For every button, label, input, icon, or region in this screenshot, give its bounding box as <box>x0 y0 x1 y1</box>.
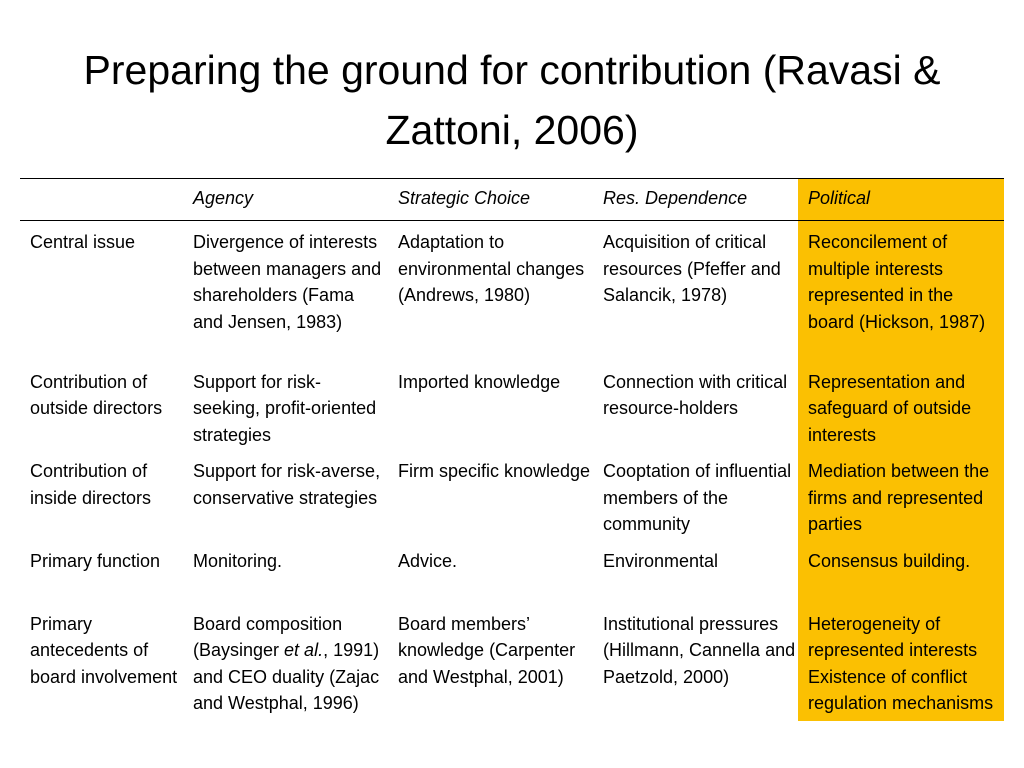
cell-strategic-choice: Adaptation to environmental changes (Andrews, 1980) <box>398 232 585 305</box>
row-label: Central issue <box>30 232 136 252</box>
header-resource-dependence: Res. Dependence <box>593 179 798 221</box>
cell-strategic-choice: Board members’ knowledge (Carpenter and Westphal, 2001) <box>398 613 576 687</box>
cell-agency: Support for risk-averse, conservative strategies <box>193 461 381 508</box>
theory-comparison-table <box>20 178 1004 721</box>
cell-resource-dependence: Environmental <box>603 550 719 571</box>
header-political: Political <box>798 179 1004 221</box>
header-empty-cell <box>20 179 183 221</box>
cell-agency: Monitoring. <box>193 550 283 571</box>
cell-political: Reconcilement of multiple interests represented in the board (Hickson, 1987) <box>798 221 1004 363</box>
cell-political: Consensus building. <box>798 542 1004 605</box>
cell-strategic-choice: Firm specific knowledge <box>398 461 591 481</box>
cell-resource-dependence: Cooptation of influential members of the community <box>603 461 792 534</box>
slide-title: Preparing the ground for contribution (Ravasi & Zattoni, 2006) <box>83 47 941 153</box>
cell-agency-text-italic: et al. <box>284 640 324 660</box>
row-label: Contribution of inside directors <box>30 461 152 508</box>
header-agency: Agency <box>183 179 388 221</box>
cell-agency: Divergence of interests between managers and shareholders (Fama and Jensen, 1983) <box>193 232 382 332</box>
cell-resource-dependence: Institutional pressures (Hillmann, Cannella and Paetzold, 2000) <box>603 613 796 687</box>
table-row <box>20 363 1004 453</box>
cell-agency-text-a: Board composition (Baysinger <box>193 613 343 660</box>
cell-political: Representation and safeguard of outside interests <box>798 363 1004 453</box>
table-row <box>20 221 1004 363</box>
header-strategic-choice: Strategic Choice <box>388 179 593 221</box>
cell-agency: Support for risk-seeking, profit-oriented strategies <box>193 371 377 445</box>
cell-strategic-choice: Advice. <box>398 550 458 571</box>
row-label: Contribution of outside directors <box>30 371 163 418</box>
cell-resource-dependence: Acquisition of critical resources (Pfeffer and Salancik, 1978) <box>603 232 781 305</box>
cell-agency <box>183 605 388 721</box>
cell-political-line-1: Heterogeneity of represented interests <box>808 613 978 660</box>
row-label: Primary function <box>30 550 161 571</box>
cell-political <box>798 605 1004 721</box>
cell-agency-text-b: , 1991) and CEO duality (Zajac and Westphal, 1996) <box>193 640 380 713</box>
table-row <box>20 542 1004 605</box>
table-header-row <box>20 179 1004 221</box>
cell-political: Mediation between the firms and represented parties <box>798 452 1004 542</box>
row-label: Primary antecedents of board involvement <box>30 613 178 687</box>
cell-political-line-2: Existence of conflict regulation mechanisms <box>808 666 994 713</box>
cell-resource-dependence: Connection with critical resource-holders <box>603 371 788 418</box>
cell-strategic-choice: Imported knowledge <box>398 371 561 392</box>
table-row <box>20 605 1004 721</box>
table-row <box>20 452 1004 542</box>
